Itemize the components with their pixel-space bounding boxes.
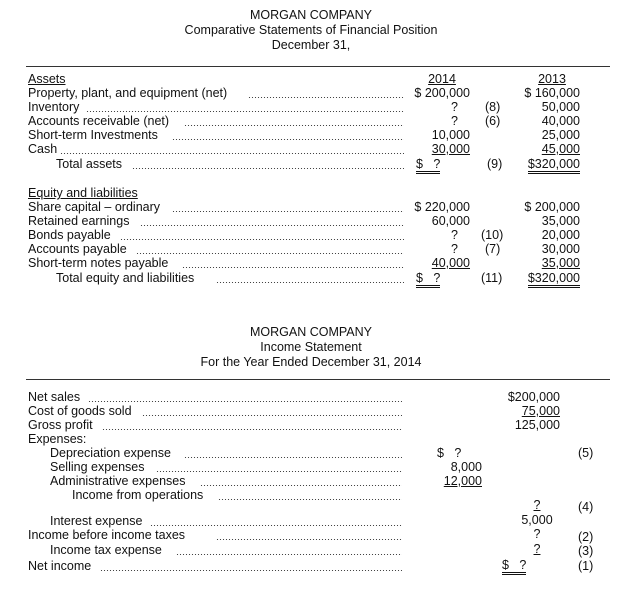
value-2013: 25,000: [541, 128, 580, 142]
value-2014: ?: [451, 242, 458, 256]
leader-dots: [132, 168, 404, 169]
is-period: For the Year Ended December 31, 2014: [200, 355, 422, 369]
ref-number: (7): [485, 242, 501, 256]
leader-dots: [216, 539, 402, 540]
leader-dots: [176, 554, 402, 555]
row-label: Bonds payable: [28, 228, 111, 242]
ref-number: (4): [578, 500, 594, 514]
leader-dots: [172, 211, 404, 212]
leader-dots: [182, 267, 404, 268]
row-label: Gross profit: [28, 418, 93, 432]
value-2013: 30,000: [541, 242, 580, 256]
value-2013: $320,000: [500, 271, 580, 285]
value: $200,000: [507, 390, 560, 404]
row-label: Accounts receivable (net): [28, 114, 170, 128]
leader-dots: [100, 570, 402, 571]
ref-number: (11): [481, 271, 503, 285]
row-label: Short-term notes payable: [28, 256, 169, 270]
value-2014: $ ?: [416, 157, 470, 171]
value-2013: $ 160,000: [524, 86, 580, 100]
value: 5,000: [521, 513, 553, 527]
value: $ ?: [502, 558, 526, 572]
value-2014: 10,000: [431, 128, 470, 142]
row-label: Income from operations: [72, 488, 204, 502]
value-2014: 30,000: [431, 142, 470, 156]
value-2014: $ 220,000: [414, 200, 470, 214]
row-label: Depreciation expense: [50, 446, 171, 460]
leader-dots: [200, 485, 402, 486]
value-2013: $320,000: [500, 157, 580, 171]
value-2013: $ 200,000: [524, 200, 580, 214]
leader-dots: [184, 457, 402, 458]
year-2013-header: 2013: [538, 72, 566, 86]
leader-dots: [140, 225, 404, 226]
value: 75,000: [521, 404, 560, 418]
leader-dots: [150, 525, 402, 526]
row-label: Accounts payable: [28, 242, 127, 256]
value: $ ?: [437, 446, 462, 460]
ref-number: (5): [578, 446, 594, 460]
leader-dots: [142, 415, 402, 416]
row-label: Income tax expense: [50, 543, 162, 557]
year-2014-header: 2014: [428, 72, 456, 86]
leader-dots: [248, 97, 404, 98]
sfp-date: December 31,: [271, 38, 351, 52]
ref-number: (8): [485, 100, 501, 114]
is-company-name: MORGAN COMPANY: [250, 325, 372, 339]
value-2014: 40,000: [431, 256, 470, 270]
value-2013: 50,000: [541, 100, 580, 114]
value-2013: 20,000: [541, 228, 580, 242]
leader-dots: [102, 429, 402, 430]
row-label: Share capital – ordinary: [28, 200, 161, 214]
leader-dots: [86, 111, 404, 112]
ref-number: (3): [578, 544, 594, 558]
leader-dots: [172, 139, 404, 140]
value-2013: 35,000: [541, 256, 580, 270]
value-2013: 35,000: [541, 214, 580, 228]
row-label: Administrative expenses: [50, 474, 186, 488]
equity-heading: Equity and liabilities: [28, 186, 138, 200]
row-label: Cost of goods sold: [28, 404, 132, 418]
leader-dots: [136, 253, 404, 254]
value: 8,000: [450, 460, 482, 474]
row-label: Net sales: [28, 390, 81, 404]
value: ?: [533, 498, 541, 512]
value-2014: $ ?: [416, 271, 470, 285]
value-2013: 45,000: [541, 142, 580, 156]
value-2014: ?: [451, 100, 458, 114]
row-label: Property, plant, and equipment (net): [28, 86, 228, 100]
sfp-title: Comparative Statements of Financial Position: [184, 23, 438, 37]
value: ?: [533, 527, 541, 541]
ref-number: (1): [578, 559, 594, 573]
expenses-label: Expenses:: [28, 432, 87, 446]
leader-dots: [60, 153, 404, 154]
leader-dots: [88, 401, 402, 402]
ref-number: (6): [485, 114, 501, 128]
value: 12,000: [443, 474, 482, 488]
value-2014: 60,000: [431, 214, 470, 228]
value-2014: ?: [451, 114, 458, 128]
row-label: Net income: [28, 559, 92, 573]
value: ?: [533, 542, 541, 556]
row-label: Income before income taxes: [28, 528, 186, 542]
ref-number: (10): [481, 228, 504, 242]
leader-dots: [156, 471, 402, 472]
leader-dots: [184, 125, 404, 126]
leader-dots: [216, 282, 404, 283]
assets-heading: Assets: [28, 72, 66, 86]
ref-number: (2): [578, 530, 594, 544]
row-label: Cash: [28, 142, 58, 156]
value-2014: ?: [451, 228, 458, 242]
is-title: Income Statement: [260, 340, 362, 354]
row-label: Interest expense: [50, 514, 143, 528]
row-label: Total equity and liabilities: [56, 271, 195, 285]
is-header-rule: [26, 379, 610, 380]
row-label: Inventory: [28, 100, 80, 114]
leader-dots: [120, 239, 404, 240]
row-label: Selling expenses: [50, 460, 145, 474]
leader-dots: [218, 499, 402, 500]
row-label: Total assets: [56, 157, 123, 171]
value-2013: 40,000: [541, 114, 580, 128]
row-label: Retained earnings: [28, 214, 130, 228]
row-label: Short-term Investments: [28, 128, 158, 142]
value-2014: $ 200,000: [414, 86, 470, 100]
sfp-header-rule: [26, 66, 610, 67]
ref-number: (9): [487, 157, 503, 171]
sfp-company-name: MORGAN COMPANY: [250, 8, 372, 22]
value: 125,000: [514, 418, 560, 432]
